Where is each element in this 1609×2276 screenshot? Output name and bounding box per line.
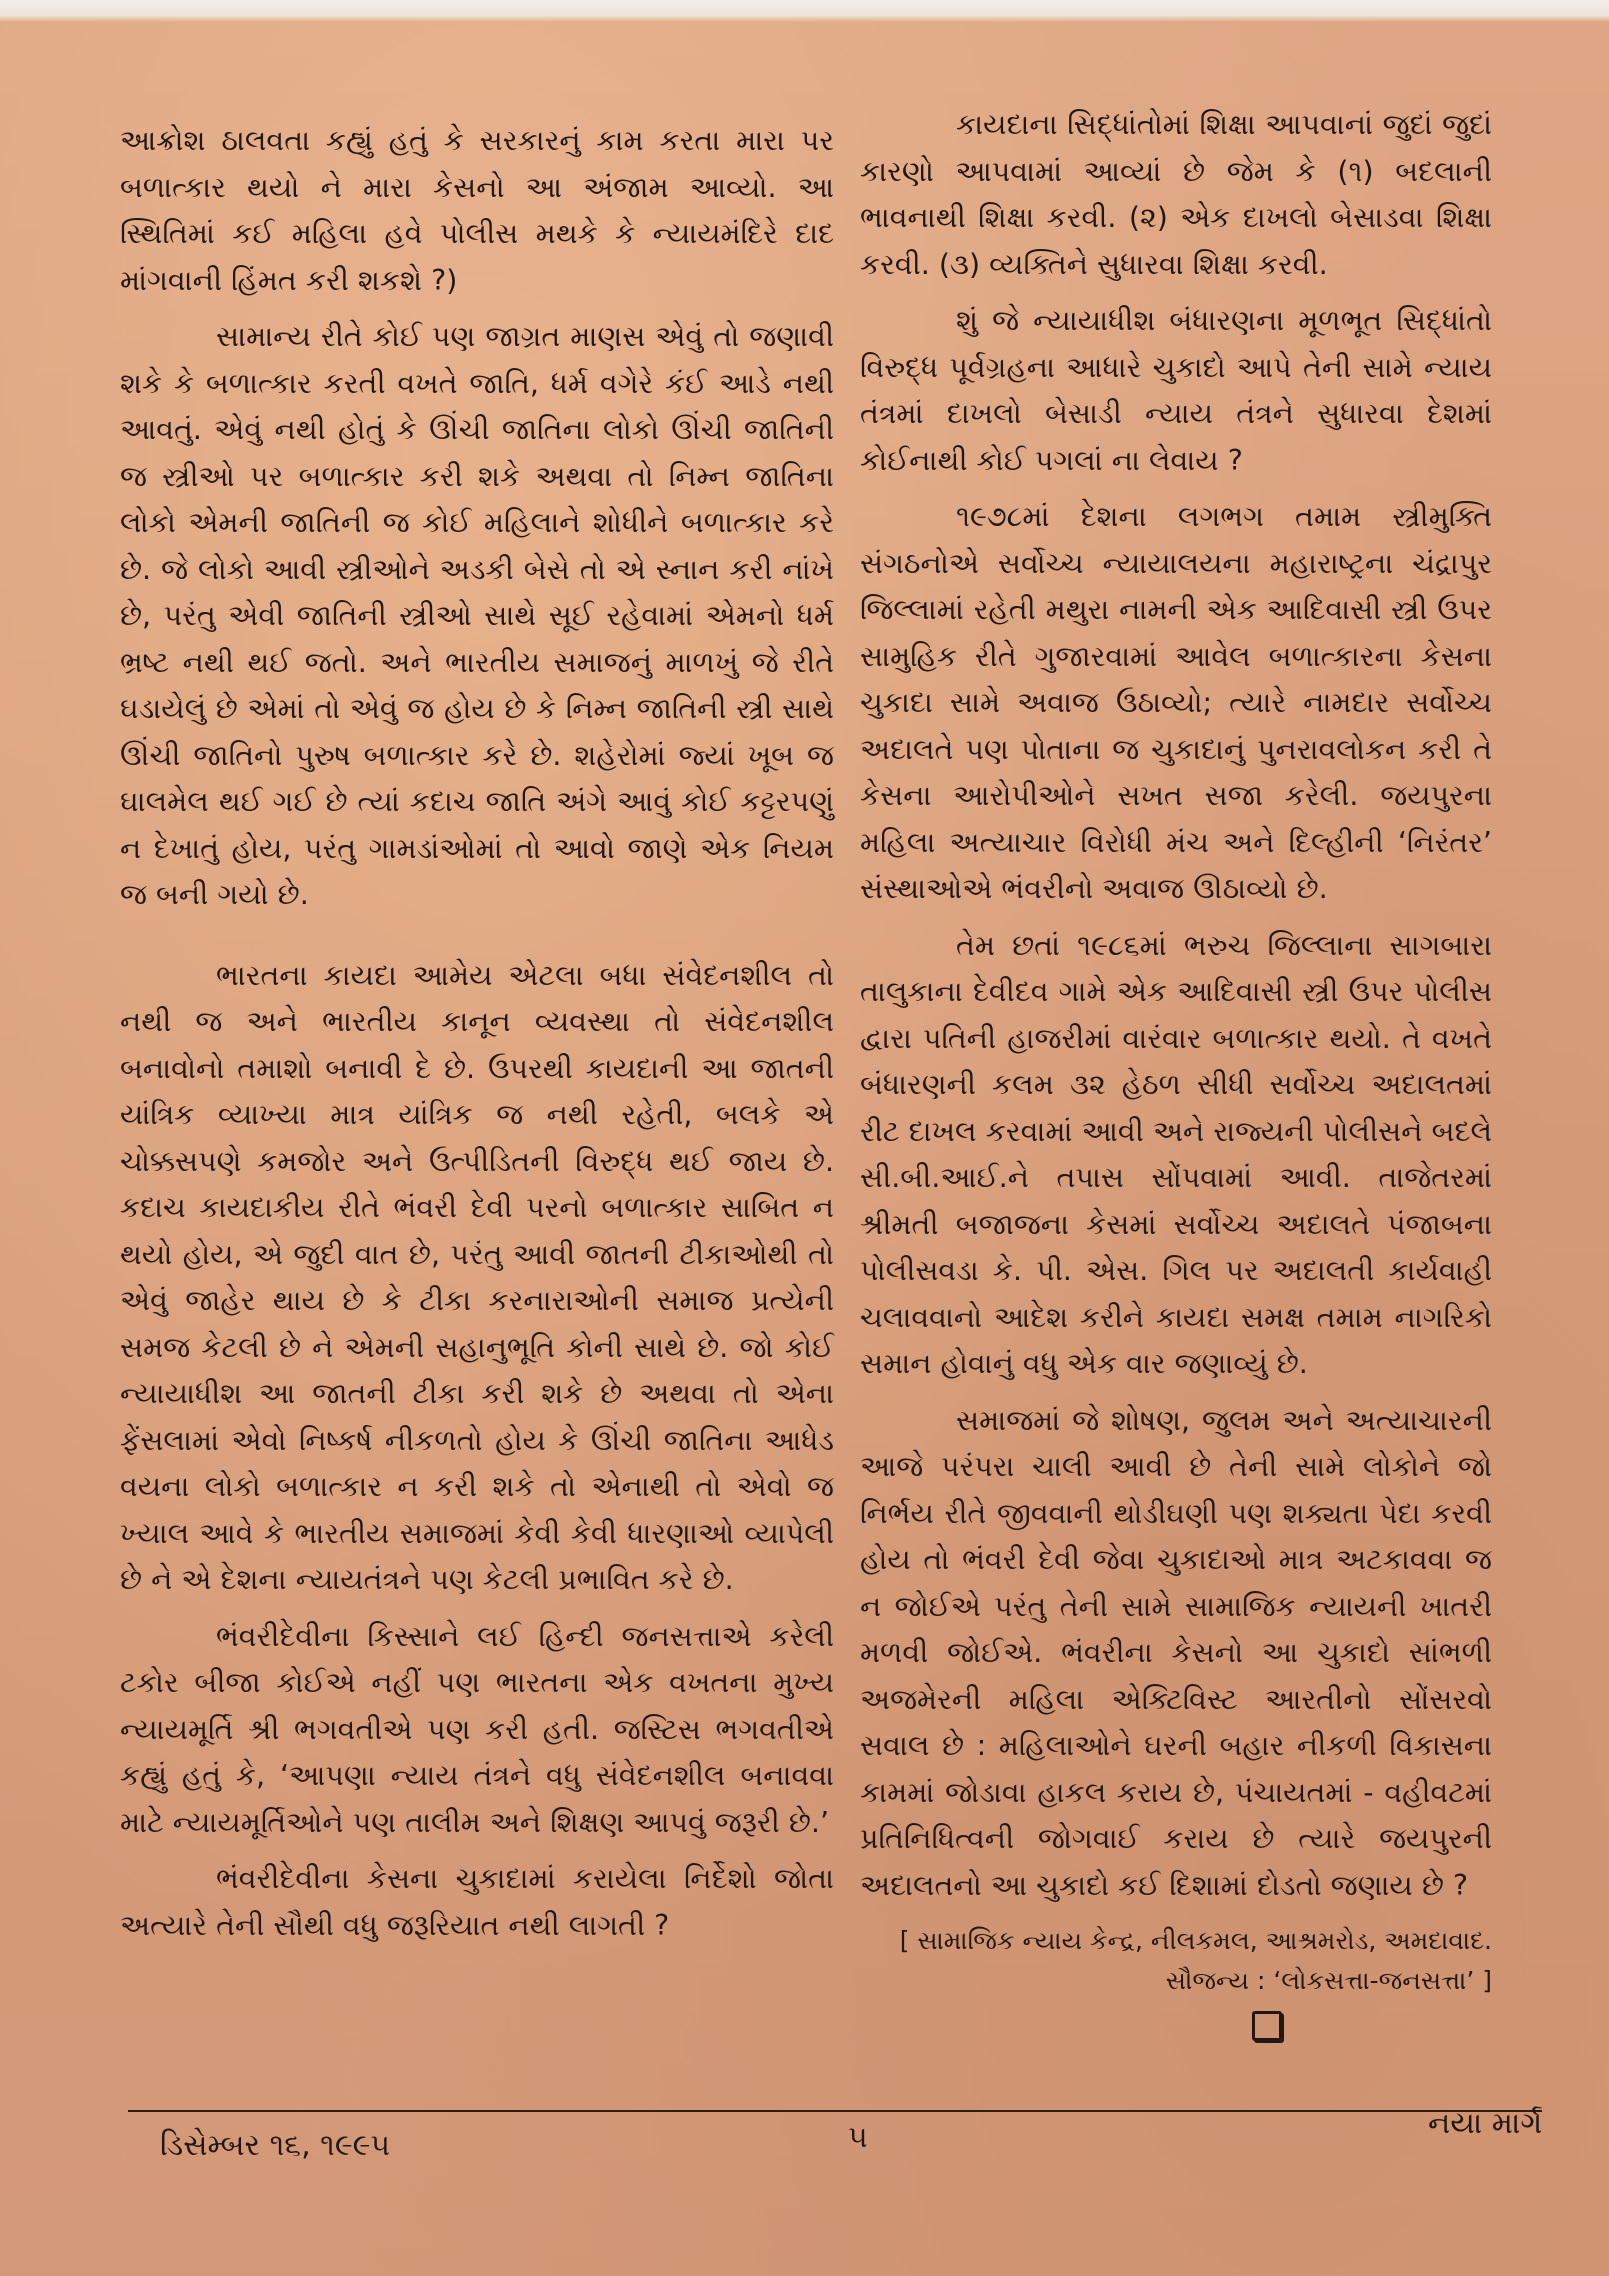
left-column [120,118,834,1949]
left-paragraph-4: ભંવરીદેવીના કિસ્સાને લઈ હિન્દી જનસત્તાએ કરેલી ટકોર બીજા કોઈએ નહીં પણ ભારતના એક વખતના મુખ્ય ન્યાયમૂર્તિ શ્રી ભગવતીએ પણ કરી હતી. જસ્ટિસ ભગવતીએ કહ્યું હતું કે, ‘આપણા ન્યાય તંત્રને વધુ સંવેદનશીલ બનાવવા માટે ન્યાયમૂર્તિઓને પણ તાલીમ અને શિક્ષણ આપવું જરૂરી છે.’ [120,1619,834,1839]
footer-page-number: ૫ [848,2120,868,2155]
right-paragraph-1: કાયદાના સિદ્ધાંતોમાં શિક્ષા આપવાનાં જુદાં જુદાં કારણો આપવામાં આવ્યાં છે જેમ કે (૧) બદલાની ભાવનાથી શિક્ષા કરવી. (૨) એક દાખલો બેસાડવા શિક્ષા કરવી. (૩) વ્યક્તિને સુધારવા શિક્ષા કરવી. [860,108,1492,281]
left-paragraph-3: ભારતના કાયદા આમેય એટલા બધા સંવેદનશીલ તો નથી જ અને ભારતીય કાનૂન વ્યવસ્થા તો સંવેદનશીલ બનાવોનો તમાશો બનાવી દે છે. ઉપરથી કાયદાની આ જાતની યાંત્રિક વ્યાખ્યા માત્ર યાંત્રિક જ નથી રહેતી, બલકે એ ચોક્કસપણે કમજોર અને ઉત્પીડિતની વિરુદ્ધ થઈ જાય છે. કદાચ કાયદાકીય રીતે ભંવરી દેવી પરનો બળાત્કાર સાબિત ન થયો હોય, એ જુદી વાત છે, પરંતુ આવી જાતની ટીકાઓથી તો એવું જાહેર થાય છે કે ટીકા કરનારાઓની સમાજ પ્રત્યેની સમજ કેટલી છે ને એમની સહાનુભૂતિ કોની સાથે છે. જો કોઈ ન્યાયાધીશ આ જાતની ટીકા કરી શકે છે અથવા તો એના ફેંસલામાં એવો નિષ્કર્ષ નીકળતો હોય કે ઊંચી જાતિના આધેડ વયના લોકો બળાત્કાર ન કરી શકે તો એનાથી તો એવો જ ખ્યાલ આવે કે ભારતીય સમાજમાં કેવી કેવી ધારણાઓ વ્યાપેલી છે ને એ દેશના ન્યાયતંત્રને પણ કેટલી પ્રભાવિત કરે છે. [120,958,834,1596]
left-paragraph-2: સામાન્ય રીતે કોઈ પણ જાગ્રત માણસ એવું તો જણાવી શકે કે બળાત્કાર કરતી વખતે જાતિ, ધર્મ વગેરે કંઈ આડે નથી આવતું. એવું નથી હોતું કે ઊંચી જાતિના લોકો ઊંચી જાતિની જ સ્ત્રીઓ પર બળાત્કાર કરી શકે અથવા તો નિમ્ન જાતિના લોકો એમની જાતિની જ કોઈ મહિલાને શોધીને બળાત્કાર કરે છે. જે લોકો આવી સ્ત્રીઓને અડકી બેસે તો એ સ્નાન કરી નાંખે છે, પરંતુ એવી જાતિની સ્ત્રીઓ સાથે સૂઈ રહેવામાં એમનો ધર્મ ભ્રષ્ટ નથી થઈ જતો. અને ભારતીય સમાજનું માળખું જે રીતે ઘડાયેલું છે એમાં તો એવું જ હોય છે કે નિમ્ન જાતિની સ્ત્રી સાથે ઊંચી જાતિનો પુરુષ બળાત્કાર કરે છે. શહેરોમાં જ્યાં ખૂબ જ ઘાલમેલ થઈ ગઈ છે ત્યાં કદાચ જાતિ અંગે આવું કોઈ કટ્ટરપણું ન દેખાતું હોય, પરંતુ ગામડાંઓમાં તો આવો જાણે એક નિયમ જ બની ગયો છે. [120,320,834,911]
left-paragraph-1: આક્રોશ ઠાલવતા કહ્યું હતું કે સરકારનું કામ કરતા મારા પર બળાત્કાર થયો ને મારા કેસનો આ અંજામ આવ્યો. આ સ્થિતિમાં કઈ મહિલા હવે પોલીસ મથકે કે ન્યાયમંદિરે દાદ માંગવાની હિંમત કરી શકશે ?) [120,124,834,297]
right-paragraph-4: તેમ છતાં ૧૯૮૬માં ભરુચ જિલ્લાના સાગબારા તાલુકાના દેવીદવ ગામે એક આદિવાસી સ્ત્રી ઉપર પોલીસ દ્વારા પતિની હાજરીમાં વારંવાર બળાત્કાર થયો. તે વખતે બંધારણની કલમ ૩૨ હેઠળ સીધી સર્વોચ્ચ અદાલતમાં રીટ દાખલ કરવામાં આવી અને રાજ્યની પોલીસને બદલે સી.બી.આઈ.ને તપાસ સોંપવામાં આવી. તાજેતરમાં શ્રીમતી બજાજના કેસમાં સર્વોચ્ચ અદાલતે પંજાબના પોલીસવડા કે. પી. એસ. ગિલ પર અદાલતી કાર્યવાહી ચલાવવાનો આદેશ કરીને કાયદા સમક્ષ તમામ નાગરિકો સમાન હોવાનું વધુ એક વાર જણાવ્યું છે. [860,928,1492,1380]
left-paragraph-5: ભંવરીદેવીના કેસના ચુકાદામાં કરાયેલા નિર્દેશો જોતા અત્યારે તેની સૌથી વધુ જરૂરિયાત નથી લાગતી ? [120,1862,834,1942]
source-credit [860,1921,1492,2001]
right-paragraph-3: ૧૯૭૮માં દેશના લગભગ તમામ સ્ત્રીમુક્તિ સંગઠનોએ સર્વોચ્ચ ન્યાયાલયના મહારાષ્ટ્રના ચંદ્રાપુર જિલ્લામાં રહેતી મથુરા નામની એક આદિવાસી સ્ત્રી ઉપર સામુહિક રીતે ગુજારવામાં આવેલ બળાત્કારના કેસના ચુકાદા સામે અવાજ ઉઠાવ્યો; ત્યારે નામદાર સર્વોચ્ચ અદાલતે પણ પોતાના જ ચુકાદાનું પુનરાવલોકન કરી તે કેસના આરોપીઓને સખત સજા કરેલી. જયપુરના મહિલા અત્યાચાર વિરોધી મંચ અને દિલ્હીની ‘નિરંતર’ સંસ્થાઓએ ભંવરીનો અવાજ ઊઠાવ્યો છે. [860,500,1492,905]
torn-top-edge [0,0,1609,22]
source-credit-line-1: [ સામાજિક ન્યાય કેન્દ્ર, નીલકમલ, આશ્રમરોડ, અમદાવાદ. [899,1926,1492,1955]
footer-date: ડિસેમ્બર ૧૬, ૧૯૯૫ [160,2128,391,2163]
source-credit-line-2: સૌજન્ય : ‘લોકસત્તા-જનસત્તા’ ] [1165,1966,1492,1995]
right-column [860,102,1492,2041]
right-paragraph-2: શું જે ન્યાયાધીશ બંધારણના મૂળભૂત સિદ્ધાંતો વિરુદ્ધ પૂર્વગ્રહના આધારે ચુકાદો આપે તેની સામે ન્યાય તંત્રમાં દાખલો બેસાડી ન્યાય તંત્રને સુધારવા દેશમાં કોઈનાથી કોઈ પગલાં ના લેવાય ? [860,304,1492,477]
footer-publication-name: નયા માર્ગ [1428,2106,1543,2141]
footer-rule [128,2110,1542,2112]
right-paragraph-5: સમાજમાં જે શોષણ, જુલમ અને અત્યાચારની આજે પરંપરા ચાલી આવી છે તેની સામે લોકોને જો નિર્ભય રીતે જીવવાની થોડીઘણી પણ શક્યતા પેદા કરવી હોય તો ભંવરી દેવી જેવા ચુકાદાઓ માત્ર અટકાવવા જ ન જોઈએ પરંતુ તેની સામે સામાજિક ન્યાયની ખાતરી મળવી જોઈએ. ભંવરીના કેસનો આ ચુકાદો સાંભળી અજમેરની મહિલા એક્ટિવિસ્ટ આરતીનો સોંસરવો સવાલ છે : મહિલાઓને ઘરની બહાર નીકળી વિકાસના કામમાં જોડાવા હાકલ કરાય છે, પંચાયતમાં - વહીવટમાં પ્રતિનિધિત્વની જોગવાઈ કરાય છે ત્યારે જયપુરની અદાલતનો આ ચુકાદો કઈ દિશામાં દોડતો જણાય છે ? [860,1403,1492,1902]
end-of-article-box-icon [1252,2011,1282,2041]
